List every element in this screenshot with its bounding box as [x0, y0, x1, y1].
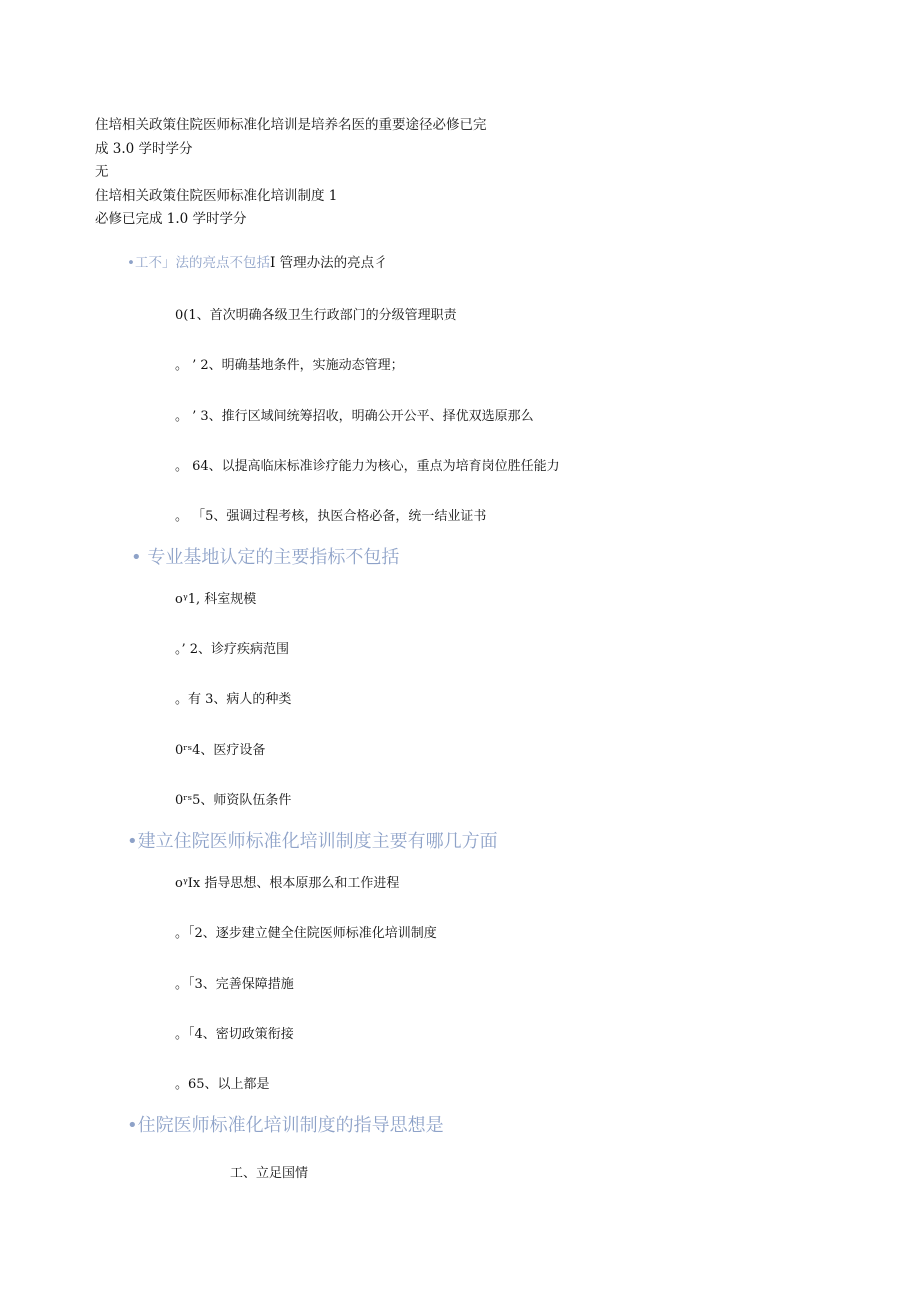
course-credit-line-1: 成 3.0 学时学分 — [95, 141, 193, 157]
question-3-option-2[interactable]: 。「2、逐步建立健全住院医师标准化培训制度 — [175, 926, 437, 941]
question-2-title: • 专业基地认定的主要指标不包括 — [131, 547, 400, 568]
question-3-option-1[interactable]: oᵞIx 指导思想、根本原那么和工作进程 — [175, 876, 400, 891]
question-1-option-2[interactable]: 。 ’ 2、明确基地条件，实施动态管理； — [175, 358, 404, 373]
question-1-option-5[interactable]: 。 「5、强调过程考核，执医合格必备，统一结业证书 — [175, 509, 487, 524]
course-title-line-2: 住培相关政策住院医师标准化培训制度 1 — [95, 188, 338, 204]
question-1-title-light: •工不」法的亮点不包括 — [127, 255, 270, 271]
question-2-option-3[interactable]: 。有 3、病人的种类 — [175, 692, 292, 707]
course-credit-line-2: 必修已完成 1.0 学时学分 — [95, 211, 247, 227]
course-title-line-1: 住培相关政策住院医师标准化培训是培养名医的重要途径必修已完 — [95, 117, 487, 133]
question-2-option-5[interactable]: 0ʳˢ5、师资队伍条件 — [175, 793, 292, 808]
question-1-title — [127, 257, 388, 271]
question-3-option-3[interactable]: 。「3、完善保障措施 — [175, 977, 294, 992]
question-2-option-4[interactable]: 0ʳˢ4、医疗设备 — [175, 743, 266, 758]
question-2-option-2[interactable]: 。’ 2、诊疗疾病范围 — [175, 642, 290, 657]
question-4-title: •住院医师标准化培训制度的指导思想是 — [127, 1115, 444, 1136]
question-1-option-1[interactable]: 0(1、首次明确各级卫生行政部门的分级管理职责 — [175, 308, 457, 323]
question-1-option-3[interactable]: 。 ’ 3、推行区域间统筹招收，明确公开公平、择优双选原那么 — [175, 409, 534, 424]
question-3-option-4[interactable]: 。「4、密切政策衔接 — [175, 1027, 294, 1042]
question-1-option-4[interactable]: 。 64、以提高临床标准诊疗能力为核心，重点为培育岗位胜任能力 — [175, 459, 560, 474]
question-1-title-dark: I 管理办法的亮点彳 — [269, 255, 388, 271]
course-status-none: 无 — [95, 164, 109, 180]
question-3-title: •建立住院医师标准化培训制度主要有哪几方面 — [127, 831, 498, 852]
question-2-option-1[interactable]: oᵞ1, 科室规模 — [175, 592, 257, 607]
question-3-option-5[interactable]: 。65、以上都是 — [175, 1077, 270, 1092]
question-4-option-1[interactable]: 工、立足国情 — [230, 1166, 309, 1181]
